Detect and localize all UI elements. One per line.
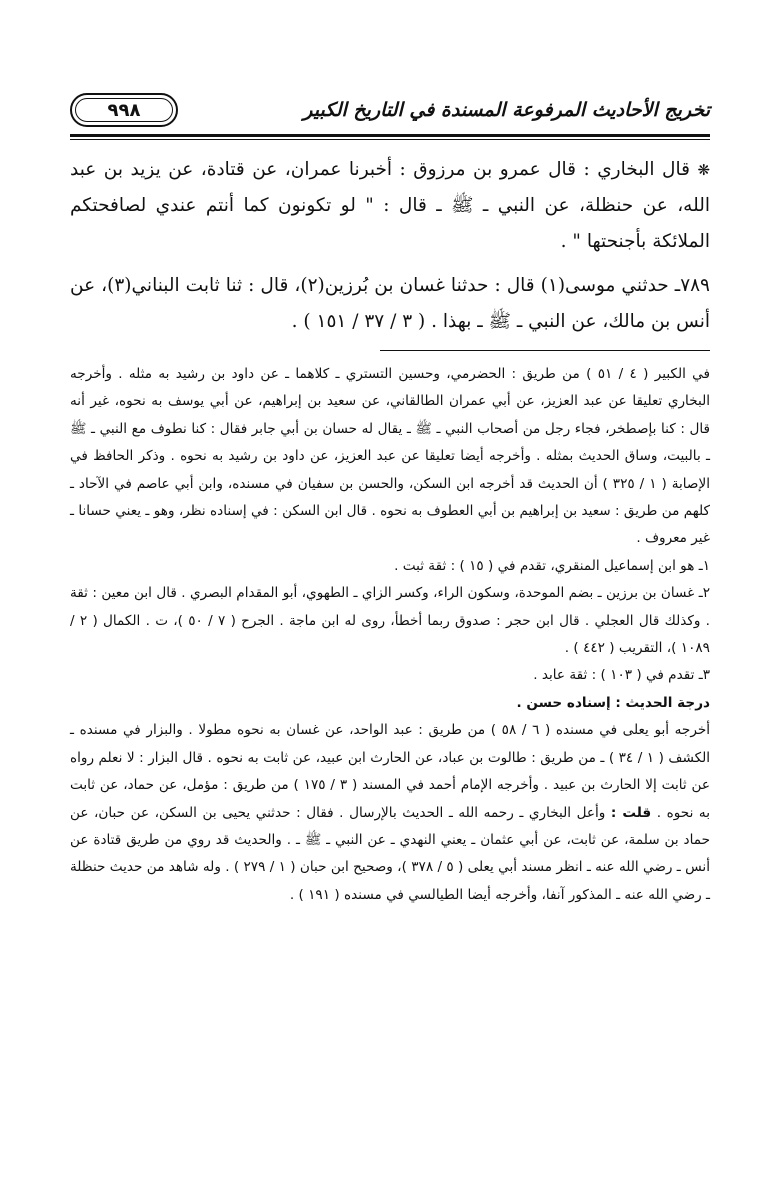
page-number-frame — [70, 93, 178, 127]
header-rule-thin — [70, 139, 710, 140]
hadith-789: ٧٨٩ـ حدثني موسى(١) قال : حدثنا غسان بن بُرزين(٢)، قال : ثنا ثابت البناني(٣)، عن أنس بن مالك، عن النبي ـ ﷺ ـ بهذا . ( ٣ / ٣٧ / ١٥١ ) . — [70, 275, 710, 332]
page — [70, 88, 710, 909]
hadith-grade-heading: درجة الحديث : إسناده حسن . — [516, 694, 710, 711]
hadith-paragraph — [70, 152, 710, 260]
footnote-continuation: في الكبير ( ٤ / ٥١ ) من طريق : الحضرمي، وحسين التستري ـ كلاهما ـ عن داود بن رشيد به مثله . وأخرجه البخاري تعليقا عن عبد العزيز، عن أبي عمران الطالقاني، عن سعيد بن إبراهيم، عن أبي يوسف به نحوه، غير أنه قال : كنا بإصطخر، فجاء رجل من أصحاب النبي ـ ﷺ ـ يقال له حسان بن أبي جابر فقال : كنا نطوف مع النبي ـ ﷺ ـ بالبيت، وساق الحديث بمثله . وأخرجه أيضا تعليقا عن عبد العزيز، عن داود بن رشيد به نحوه . وذكر الحافظ في الإصابة ( ١ / ٣٢٥ ) أن الحديث قد أخرجه ابن السكن، والحسن بن سفيان في مسنده، وابن أبي عاصم في الآحاد ـ كلهم من طريق : سعيد بن إبراهيم بن أبي العطوف به نحوه . قال ابن السكن : في إسناده نظر، وهو ـ يعني حسانا ـ غير معروف . — [70, 366, 710, 547]
footnote-separator — [380, 350, 710, 351]
header-title: تخريج الأحاديث المرفوعة المسندة في التاريخ الكبير — [303, 99, 710, 121]
page-number: ٩٩٨ — [107, 99, 141, 121]
main-text — [70, 152, 710, 340]
hadith-text: قال البخاري : قال عمرو بن مرزوق : أخبرنا عمران، عن قتادة، عن يزيد بن عبد الله، عن حنظلة، عن النبي ـ ﷺ ـ قال : " لو تكونون كما أنتم عندي لصافحتكم الملائكة بأجنحتها " . — [70, 159, 710, 252]
running-header — [70, 88, 710, 132]
footnotes — [70, 361, 710, 909]
footnote-3: ٣ـ تقدم في ( ١٠٣ ) : ثقة عابد . — [533, 667, 710, 684]
takhrij-text: أخرجه أبو يعلى في مسنده ( ٦ / ٥٨ ) من طريق : عبد الواحد، عن غسان به نحوه مطولا . والبزار في مسنده ـ الكشف ( ١ / ٣٤ ) ـ من طريق : طالوت بن عباد، عن الحارث ابن عبيد، عن ثابت به نحوه . قال البزار : لا نعلم رواه عن ثابت إلا الحارث بن عبيد . وأخرجه الإمام أحمد في المسند ( ٣ / ١٧٥ ) من طريق : مؤمل، عن حماد، عن ثابت به نحوه . — [70, 722, 711, 821]
header-rule — [70, 134, 710, 137]
qultu-label: قلت : — [610, 804, 652, 821]
takhrij-text-cont: وأعل البخاري ـ رحمه الله ـ الحديث بالإرسال . فقال : حدثني يحيى بن السكن، عن حبان، عن حماد بن سلمة، عن ثابت، عن أبي عثمان ـ يعني النهدي ـ عن النبي ـ ﷺ ـ . والحديث قد روي من طريق قتادة عن أنس ـ رضي الله عنه ـ انظر مسند أبي يعلى ( ٥ / ٣٧٨ )، وصحيح ابن حبان ( ١ / ٢٧٩ ) . وله شاهد من حديث حنظلة ـ رضي الله عنه ـ المذكور آنفا، وأخرجه أيضا الطيالسي في مسنده ( ١٩١ ) . — [70, 804, 710, 903]
footnote-1: ١ـ هو ابن إسماعيل المنقري، تقدم في ( ١٥ ) : ثقة ثبت . — [394, 557, 710, 574]
footnote-2: ٢ـ غسان بن برزين ـ بضم الموحدة، وسكون الراء، وكسر الزاي ـ الطهوي، أبو المقدام البصري . قال ابن معين : ثقة . وكذلك قال العجلي . قال ابن حجر : صدوق ربما أخطأ، روى له ابن ماجة . الجرح ( ٧ / ٥٠ )، ت . الكمال ( ٢ / ١٠٨٩ )، التقريب ( ٤٤٢ ) . — [70, 585, 711, 657]
takhrij-paragraph — [70, 717, 710, 909]
asterisk-icon: ❋ — [697, 161, 711, 179]
